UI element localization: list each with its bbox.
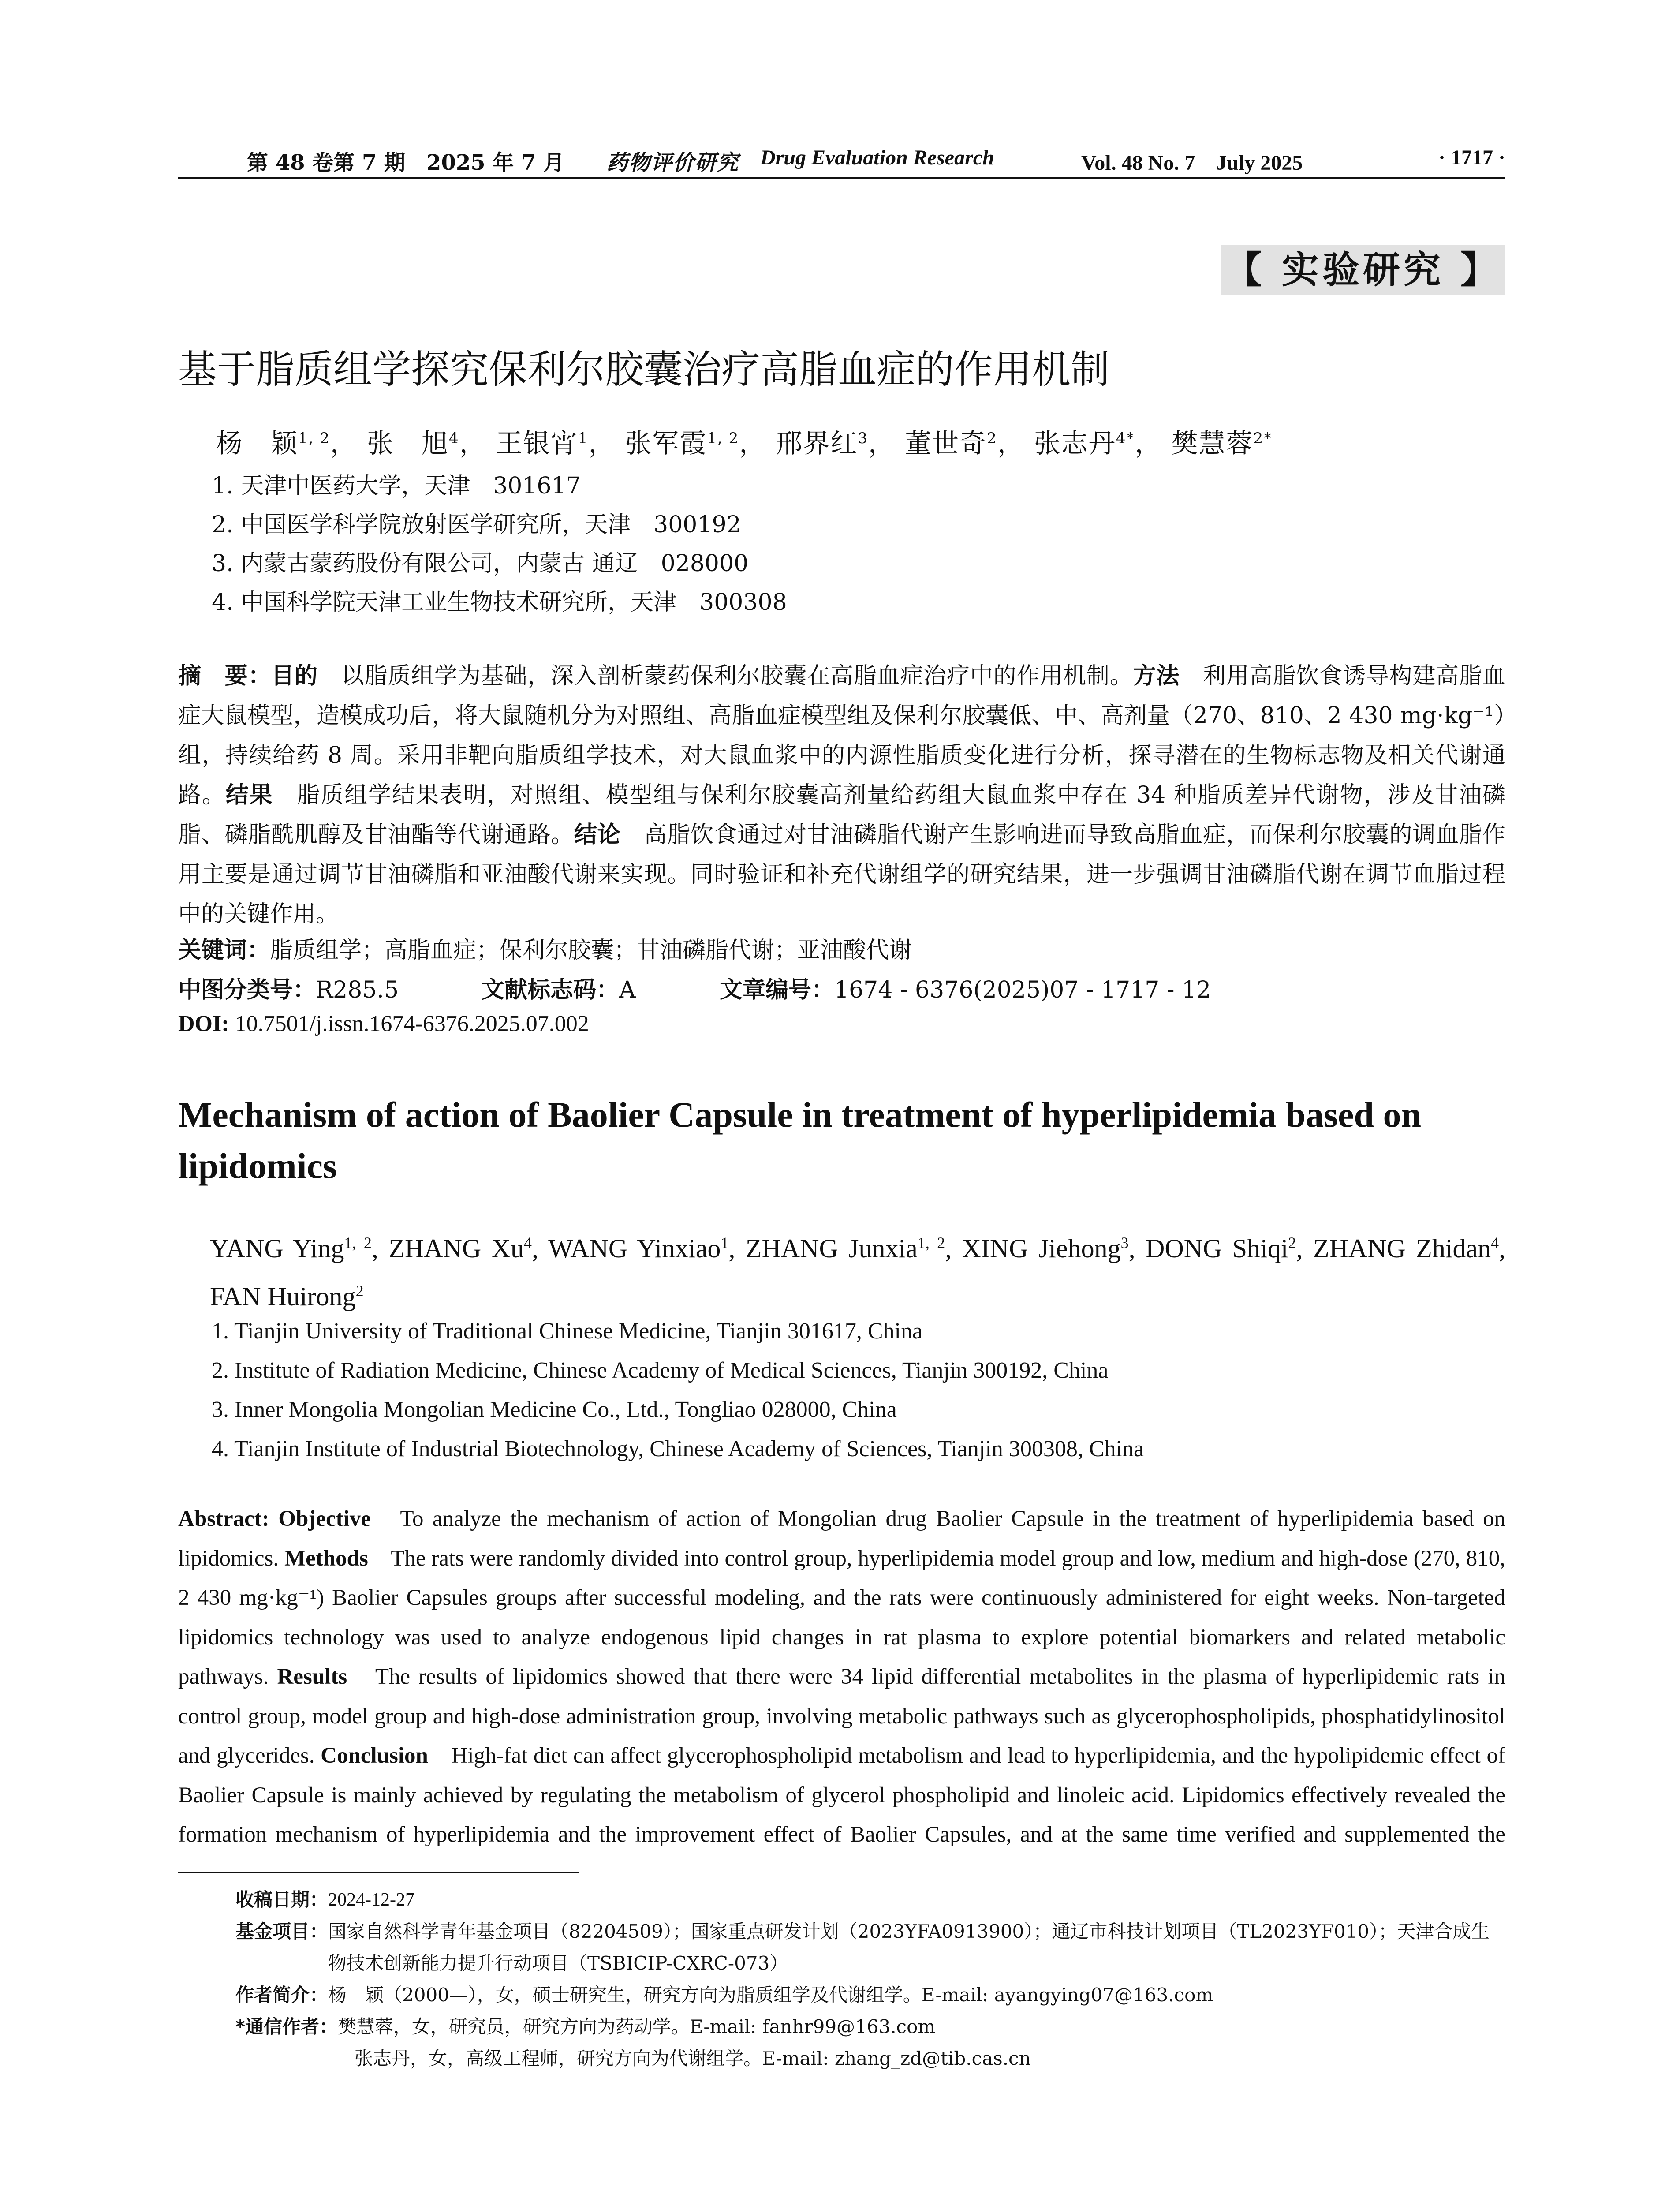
cn-author: 杨 颖$^{1, 2}$， <box>216 428 358 459</box>
cn-abstract <box>178 656 1505 934</box>
cn-author: 董世奇$^2$， <box>905 428 1025 459</box>
author-bio: 作者简介： 杨 颖（2000—），女，硕士研究生，研究方向为脂质组学及代谢组学。E-mail: ayangying07@163.com <box>235 1984 1213 2006</box>
cn-affiliation: 3. 内蒙古蒙药股份有限公司，内蒙古 通辽 028000 <box>212 550 749 577</box>
cn-results-label: 结果 <box>225 782 273 808</box>
received-date: 收稿日期： 2024-12-27 <box>235 1889 414 1910</box>
en-affiliation: 1. Tianjin University of Traditional Chinese Medicine, Tianjin 301617, China <box>212 1319 923 1344</box>
footnote-rule <box>178 1872 579 1873</box>
corresponding-author: 张志丹，女，高级工程师，研究方向为代谢组学。E-mail: zhang_zd@tib.cas.cn <box>355 2048 1031 2069</box>
cn-keywords <box>178 931 912 964</box>
article-number-field: 文章编号：1674 - 6376(2025)07 - 1717 - 12 <box>720 977 1211 1003</box>
en-author: ZHANG Zhidan$^4$, <box>1313 1234 1506 1263</box>
en-author: YANG Ying$^{1, 2}$, <box>210 1234 389 1263</box>
en-author: WANG Yinxiao$^1$, <box>548 1234 746 1263</box>
cn-methods-text: 利用高脂饮食诱导构建高脂血症大鼠模型，造模成功后，将大鼠随机分为对照组、高脂血症模型组及保利尔胶囊低、中、高剂量（270、810、2 430 mg·kg⁻¹）组，持续给药 8 周。采用非靶向脂质组学技术，对大鼠血浆中的内源性脂质变化进行分析，探寻潜在的生物标志物及相关代谢通路。 <box>178 663 1505 808</box>
cn-affiliation: 4. 中国科学院天津工业生物技术研究所，天津 300308 <box>212 589 787 616</box>
classification-line <box>178 971 1211 1004</box>
footnotes <box>235 1884 1505 2074</box>
doc-code-field: 文献标志码：A <box>482 977 636 1003</box>
en-conclusion-label: Conclusion <box>321 1743 428 1768</box>
header-rule <box>178 177 1505 179</box>
en-methods-text: The rats were randomly divided into control group, hyperlipidemia model group and low, medium and high-dose (270, 810, 2 430 mg·kg⁻¹) Baolier Capsules groups after successful modeling, and the rats were continuously administered for eight weeks. Non-targeted lipidomics technology was used to analyze endogenous lipid changes in rat plasma to explore potential biomarkers and related metabolic pathways. <box>178 1546 1505 1689</box>
cn-affiliation: 2. 中国医学科学院放射医学研究所，天津 300192 <box>212 512 741 538</box>
en-affiliation: 3. Inner Mongolia Mongolian Medicine Co., Ltd., Tongliao 028000, China <box>212 1397 897 1422</box>
clc-field: 中图分类号：R285.5 <box>178 977 399 1003</box>
header-issue-cn: 第 48 卷第 7 期 2025 年 7 月 <box>247 150 565 175</box>
en-title: Mechanism of action of Baolier Capsule in treatment of hyperlipidemia based on lipidomics <box>178 1095 1422 1186</box>
cn-author: 张志丹$^{4*}$， <box>1034 428 1162 459</box>
en-methods-label: Methods <box>284 1546 368 1571</box>
cn-title: 基于脂质组学探究保利尔胶囊治疗高脂血症的作用机制 <box>178 347 1110 392</box>
en-abstract <box>178 1499 1505 1855</box>
cn-author: 张军霞$^{1, 2}$， <box>625 428 767 459</box>
cn-conclusion-text: 高脂饮食通过对甘油磷脂代谢产生影响进而导致高脂血症，而保利尔胶囊的调血脂作用主要是通过调节甘油磷脂和亚油酸代谢来实现。同时验证和补充代谢组学的研究结果，进一步强调甘油磷脂代谢在调节血脂过程中的关键作用。 <box>178 822 1505 927</box>
cn-author: 王银宵$^1$， <box>496 428 616 459</box>
cn-affiliation-list <box>212 467 787 622</box>
cn-author: 樊慧蓉$^{2*}$ <box>1171 428 1273 459</box>
header-volume-en: Vol. 48 No. 7 July 2025 <box>1081 151 1303 175</box>
en-author: ZHANG Junxia$^{1, 2}$, <box>745 1234 962 1263</box>
header-page-number: · 1717 · <box>1438 146 1505 169</box>
cn-objective-label: 目的 <box>271 663 318 689</box>
running-header <box>178 140 1505 180</box>
keywords-text: 脂质组学；高脂血症；保利尔胶囊；甘油磷脂代谢；亚油酸代谢 <box>270 937 912 964</box>
en-author: ZHANG Xu$^4$, <box>388 1234 549 1263</box>
cn-author-list <box>216 422 1272 460</box>
en-affiliation: 4. Tianjin Institute of Industrial Biotechnology, Chinese Academy of Sciences, Tianjin 300308, China <box>212 1436 1144 1461</box>
keywords-label: 关键词： <box>178 937 270 964</box>
en-objective-text: To analyze the mechanism of action of Mongolian drug Baolier Capsule in the treatment of hyperlipidemia based on lipidomics. <box>178 1506 1505 1571</box>
journal-logo: 药物评价研究 <box>607 150 739 175</box>
cn-objective-text: 以脂质组学为基础，深入剖析蒙药保利尔胶囊在高脂血症治疗中的作用机制。 <box>317 663 1133 689</box>
fund-projects: 基金项目： 国家自然科学青年基金项目（82204509）；国家重点研发计划（2023YFA0913900）；通辽市科技计划项目（TL2023YF010）；天津合成生物技术创新能力提升行动项目（TSBICIP-CXRC-073） <box>235 1921 1490 1974</box>
en-objective-label: Objective <box>278 1506 371 1531</box>
cn-methods-label: 方法 <box>1133 663 1180 689</box>
header-journal-name: Drug Evaluation Research <box>760 146 994 169</box>
cn-affiliation: 1. 天津中医药大学，天津 301617 <box>212 473 581 499</box>
en-affiliation-list <box>212 1312 1144 1469</box>
section-tag: 【 实验研究 】 <box>1221 245 1505 295</box>
cn-author: 张 旭$^4$， <box>366 428 487 459</box>
cn-conclusion-label: 结论 <box>574 822 621 848</box>
en-author-list <box>210 1222 1505 1318</box>
cn-abstract-label: 摘 要： <box>178 663 272 689</box>
en-results-label: Results <box>277 1664 347 1689</box>
en-author: DONG Shiqi$^2$, <box>1146 1234 1313 1263</box>
corresponding-author: *通信作者： 樊慧蓉，女，研究员，研究方向为药动学。E-mail: fanhr99@163.com <box>235 2016 936 2037</box>
en-abstract-label: Abstract: <box>178 1506 269 1531</box>
en-affiliation: 2. Institute of Radiation Medicine, Chinese Academy of Medical Sciences, Tianjin 300192, China <box>212 1358 1109 1383</box>
doi-label: DOI: <box>178 1011 229 1036</box>
en-conclusion-text: High-fat diet can affect glycerophospholipid metabolism and lead to hyperlipidemia, and the hypolipidemic effect of Baolier Capsule is mainly achieved by regulating the metabolism of glycerol phospholipid and linoleic acid. Lipidomics effectively revealed the formation mechanism of hyperlipidemia and the improvement effect of Baolier Capsules, and at the same time verified and supplemented the <box>178 1743 1506 1847</box>
doi-line <box>178 1011 589 1037</box>
doi-value[interactable]: 10.7501/j.issn.1674-6376.2025.07.002 <box>235 1011 589 1036</box>
en-author: FAN Huirong$^2$ <box>210 1282 364 1311</box>
cn-author: 邢界红$^3$， <box>776 428 896 459</box>
en-author: XING Jiehong$^3$, <box>962 1234 1146 1263</box>
en-results-text: The results of lipidomics showed that there were 34 lipid differential metabolites in the plasma of hyperlipidemic rats in control group, model group and high-dose administration group, involving metabolic pathways such as glycerophospholipids, phosphatidylinositol and glycerides. <box>178 1664 1506 1768</box>
cn-results-text: 脂质组学结果表明，对照组、模型组与保利尔胶囊高剂量给药组大鼠血浆中存在 34 种脂质差异代谢物，涉及甘油磷脂、磷脂酰肌醇及甘油酯等代谢通路。 <box>178 782 1505 848</box>
